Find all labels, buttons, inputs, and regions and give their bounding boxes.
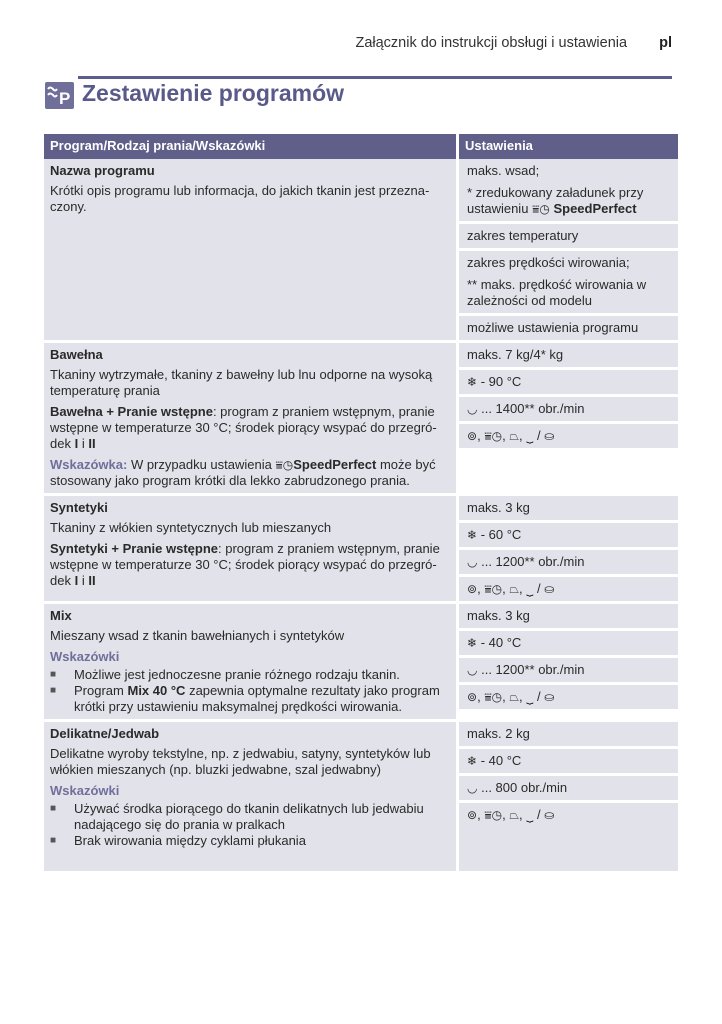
setting-spin [459,397,678,421]
table-row-mix [44,601,678,719]
prewash-name: Syntetyki + Pranie wstępne [50,541,218,556]
setting-max-load: maks. 2 kg [459,722,678,746]
setting-max-load: maks. 7 kg/4* kg [459,343,678,367]
spin-range: ... 1200** obr./min [481,554,585,569]
separator: , [477,807,481,822]
separator: , [477,428,481,443]
cold-icon: ❄ [467,528,478,542]
delicates-settings-cell [456,719,678,871]
compartment-1: I [74,573,79,588]
setting-max-load: maks. 3 kg [459,604,678,628]
speedperfect-icon: ⩸◷ [484,808,503,822]
table-row-legend [44,159,678,340]
program-table [44,134,678,871]
list-item-text: Program [74,683,124,698]
list-item: ■ Używać środka piorącego do tkanin delikatnych lub jedwabiu nadającego się do prania w pralkach [50,801,450,833]
spin-icon: ◡ [467,663,478,677]
cold-icon: ❄ [467,754,478,768]
hand-wash-icon: ⏟ [526,690,534,704]
program-table-icon [45,82,74,109]
iron-icon: ⏢ [509,582,519,596]
section-title: Zestawienie programów [82,80,345,106]
delicates-description-cell [44,719,456,871]
separator: , [518,581,523,596]
spin-range: ... 1400** obr./min [481,401,585,416]
compartment-2: II [88,573,96,588]
table-row-cotton [44,340,678,493]
separator: , [518,428,523,443]
program-name: Bawełna [50,347,103,362]
program-description: Krótki opis programu lub informacja, do jakich tkanin jest przeznaczony. [50,183,430,214]
running-header [355,35,672,51]
separator: / [537,689,541,704]
synthetics-description-cell [44,493,456,601]
iron-icon: ⏢ [509,690,519,704]
running-title: Załącznik do instrukcji obsługi i ustawienia [355,35,628,51]
speedperfect-label: SpeedPerfect [553,201,637,216]
compartment-and: i [81,573,85,588]
legend-settings-cell [456,159,678,340]
setting-temperature [459,370,678,394]
setting-temperature [459,523,678,547]
list-item: ■ Brak wirowania między cyklami płukania [50,833,450,849]
column-header-program: Program/Rodzaj prania/Wskazówki [44,134,456,159]
compartment-2: II [88,436,96,451]
rinse-hold-icon: ⛀ [544,429,555,443]
program-description: Mieszany wsad z tkanin bawełnianych i syntetyków [50,628,345,643]
mix-description-cell [44,601,456,719]
max-load-text: maks. wsad; [467,163,540,178]
setting-options [459,803,678,871]
speedperfect-icon: ⩸◷ [275,458,294,472]
hint-text-end: może być stosowany jako program krótki dla lekko zabrudzonego prania. [50,457,436,488]
reduced-load-label: * zredukowany załadunek przy ustawieniu [467,185,644,216]
stain-icon: ⊚ [467,690,478,704]
hand-wash-icon: ⏟ [526,429,534,443]
hand-wash-icon: ⏟ [526,808,534,822]
setting-options [459,577,678,601]
setting-spin-range [459,251,678,313]
hints-list [50,801,450,849]
speedperfect-icon: ⩸◷ [532,202,550,216]
svg-text:P: P [59,89,71,108]
prewash-text: : program z praniem wstępnym, pranie wstępne w temperaturze 30 °C; środek piorący wsypać do przegródek [50,404,437,451]
hints-label: Wskazówki [50,783,120,798]
legend-description-cell [44,159,456,340]
separator: , [518,689,523,704]
setting-temperature [459,749,678,773]
separator: , [502,689,506,704]
separator: , [502,807,506,822]
setting-temperature [459,631,678,655]
list-item [50,683,450,715]
iron-icon: ⏢ [509,808,519,822]
temperature-range: - 60 °C [480,527,522,542]
hand-wash-icon: ⏟ [526,582,534,596]
separator: , [518,807,523,822]
table-header-row [44,134,678,159]
program-name: Delikatne/Jedwab [50,726,160,741]
temperature-range: - 90 °C [480,374,522,389]
program-description: Delikatne wyroby tekstylne, np. z jedwabiu, satyny, syntetyków lub włókien mieszanych (np. bluzki jedwabne, szal jedwabny) [50,746,431,777]
program-description: Tkaniny z włókien syntetycznych lub mieszanych [50,520,332,535]
rinse-hold-icon: ⛀ [544,690,555,704]
stain-icon: ⊚ [467,429,478,443]
program-description: Tkaniny wytrzymałe, tkaniny z bawełny lub lnu odporne na wysoką temperaturę prania [50,367,433,398]
separator: / [537,581,541,596]
list-item-bold: Mix 40 °C [127,683,186,698]
speedperfect-icon: ⩸◷ [484,429,503,443]
header-rule [78,76,672,79]
program-name: Nazwa programu [50,163,155,178]
spin-range-text: zakres prędkości wirowania; [467,255,630,270]
list-item: ■ Możliwe jest jednoczesne pranie różnego rodzaju tkanin. [50,667,450,683]
spin-note-text: ** maks. prędkość wirowania w zależności od modelu [467,277,647,308]
prewash-text: : program z praniem wstępnym, pranie wstępne w temperaturze 30 °C; środek piorący wsypać do przegródek [50,541,440,588]
cotton-settings-cell [456,340,678,493]
table-row-delicates [44,719,678,871]
prewash-description [50,541,450,589]
compartment-1: I [74,436,79,451]
setting-max-load [459,159,678,221]
program-name: Mix [50,608,72,623]
setting-spin [459,550,678,574]
setting-temp-range: zakres temperatury [459,224,678,248]
iron-icon: ⏢ [509,429,519,443]
speedperfect-label: SpeedPerfect [293,457,377,472]
mix-settings-cell [456,601,678,719]
cold-icon: ❄ [467,636,478,650]
speedperfect-icon: ⩸◷ [484,582,503,596]
spin-icon: ◡ [467,402,478,416]
list-item-text-end: zapewnia optymalne rezultaty jako program krótki przy ustawieniu maksymalnej prędkości wirowania. [74,683,440,714]
hints-list [50,667,450,715]
spin-range: ... 1200** obr./min [481,662,585,677]
hints-label: Wskazówki [50,649,120,664]
cotton-description-cell [44,340,456,493]
language-code: pl [659,35,672,51]
separator: , [502,428,506,443]
setting-spin [459,776,678,800]
hint-paragraph [50,457,450,489]
spin-range: ... 800 obr./min [481,780,568,795]
stain-icon: ⊚ [467,582,478,596]
rinse-hold-icon: ⛀ [544,582,555,596]
hint-label: Wskazówka: [50,457,128,472]
separator: / [537,807,541,822]
reduced-load-text [467,185,672,217]
stain-icon: ⊚ [467,808,478,822]
separator: , [477,689,481,704]
prewash-description [50,404,450,452]
cold-icon: ❄ [467,375,478,389]
setting-options [459,685,678,709]
table-row-synthetics [44,493,678,601]
separator: , [477,581,481,596]
prewash-name: Bawełna + Pranie wstępne [50,404,213,419]
setting-options [459,424,678,448]
setting-spin [459,658,678,682]
spin-icon: ◡ [467,555,478,569]
separator: , [502,581,506,596]
compartment-and: i [81,436,85,451]
spin-icon: ◡ [467,781,478,795]
hint-text: W przypadku ustawienia [130,457,272,472]
separator: / [537,428,541,443]
speedperfect-icon: ⩸◷ [484,690,503,704]
rinse-hold-icon: ⛀ [544,808,555,822]
setting-max-load: maks. 3 kg [459,496,678,520]
column-header-settings: Ustawienia [456,134,678,159]
program-name: Syntetyki [50,500,108,515]
temperature-range: - 40 °C [480,635,522,650]
synthetics-settings-cell [456,493,678,601]
temperature-range: - 40 °C [480,753,522,768]
setting-options: możliwe ustawienia programu [459,316,678,340]
